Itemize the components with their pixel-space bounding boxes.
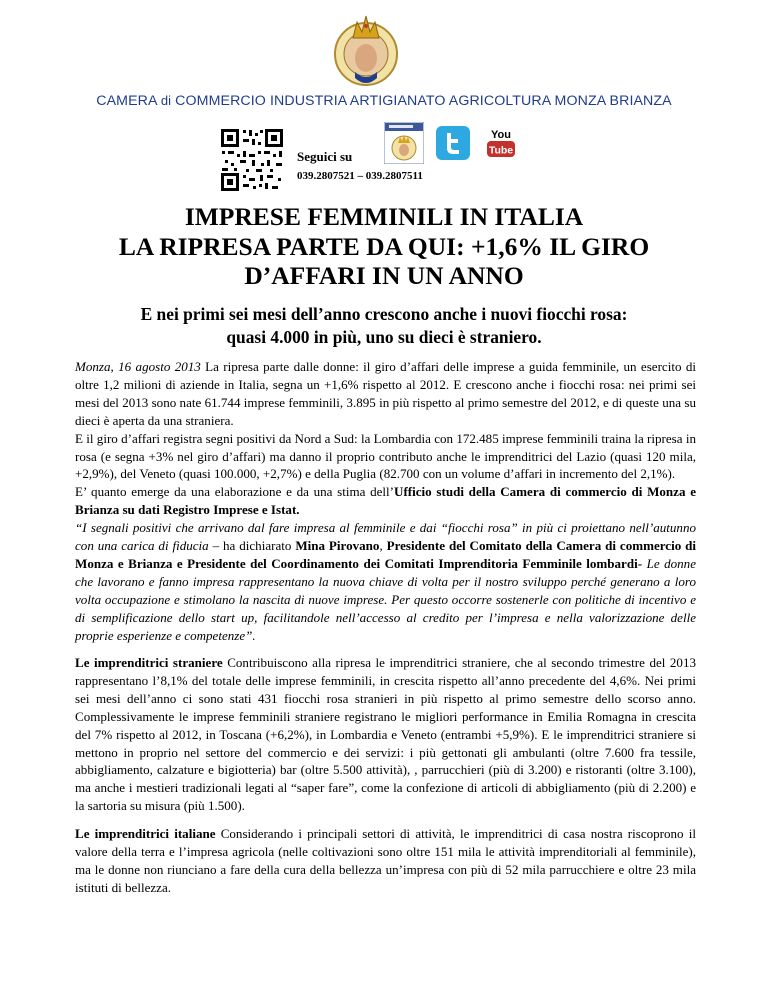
speaker-name: Mina Pirovano <box>295 538 380 554</box>
paragraph-source: E’ quanto emerge da una elaborazione e da una stima dell’Ufficio studi della Camera di commercio di Monza e Brianza su dati Registro Imprese e Istat. <box>75 484 696 518</box>
phone-numbers: 039.2807521 – 039.2807511 <box>297 170 423 182</box>
article-body <box>75 358 696 897</box>
paragraph-regions: E il giro d’affari registra segni positivi da Nord a Sud: la Lombardia con 172.485 imprese femminili traina la ripresa in rosa (e segna +3% nel giro d’affari) ma danno il proprio contributo anche le imprenditrici del Lazio (quasi 120 mila, +2,9%), del Veneto (quasi 100.000, +2,7%) e della Puglia (82.700 con un volume d’affari in incremento del 2,1%). <box>75 430 696 482</box>
svg-text:You: You <box>491 129 511 141</box>
article-subtitle: E nei primi sei mesi dell’anno crescono anche i nuovi fiocchi rosa: quasi 4.000 in più, uno su dieci è straniero. <box>140 304 628 347</box>
qr-code-icon[interactable] <box>220 128 284 192</box>
follow-us-label: Seguici su <box>297 149 353 164</box>
twitter-icon[interactable] <box>436 126 470 160</box>
organization-name: CAMERA di COMMERCIO INDUSTRIA ARTIGIANATO AGRICOLTURA MONZA BRIANZA <box>96 93 672 109</box>
paragraph-intro: Monza, 16 agosto 2013 La ripresa parte dalle donne: il giro d’affari delle imprese a guida femminile, un esercito di oltre 1,2 milioni di aziende in Italia, segna un +1,6% rispetto al 2012. E crescono anche i fiocchi rosa: nei primi sei mesi del 2013 sono nate 61.744 imprese femminili, 3.895 in più rispetto al primo semestre del 2012, e di queste una su dieci è aperta da una straniera. <box>75 359 697 428</box>
section-heading-foreign: Le imprenditrici straniere <box>75 655 223 670</box>
dateline: Monza, 16 agosto 2013 <box>75 359 201 374</box>
section-heading-italian: Le imprenditrici italiane <box>75 826 216 842</box>
paragraph-italian-entrepreneurs: Le imprenditrici italiane Considerando i principali settori di attività, le imprenditrici di casa nostra riscoprono il valore della terra e l’impresa agricola (nelle coltivazioni sono oltre 151 mila le attività imprenditoriali al femminile), ma le donne non riunciano a fare della cura della bellezza un’impresa con più di 52 mila parrucchiere e oltre 23 mila istituti di bellezza. <box>75 826 696 895</box>
facebook-icon[interactable] <box>384 122 424 164</box>
paragraph-quote: “I segnali positivi che arrivano dal fare impresa al femminile e dai “fiocchi rosa” in più ci proiettano nell’autunno con una carica di fiducia – ha dichiarato Mina Pirovano, Presidente del Comitato della Camera di commercio di Monza e Brianza e Presidente del Coordinamento dei Comitati Imprenditoria Femminile lombardi- Le donne che lavorano e fanno impresa rappresentano la nuova chiave di volta per il nostro sviluppo perché generano a loro volta occupazione e stimolano la nascita di nuove imprese. Per questo occorre sostenerle con politiche di incentivo e di semplificazione dello start up, facilitandole nell’accesso al credito per l’impresa e nella valorizzazione delle proprie esperienze e competenze”. <box>75 520 697 643</box>
youtube-icon[interactable] <box>487 126 515 158</box>
paragraph-foreign-entrepreneurs: Le imprenditrici straniere Contribuiscono alla ripresa le imprenditrici straniere, che al secondo trimestre del 2013 rappresentano l’8,1% del totale delle imprese femminili, in crescita rispetto all’anno precedente del 4,6%. Nei primi sei mesi dell’anno ci sono stati 431 fiocchi rosa stranieri in più rispetto al primo semestre dello scorso anno. Complessivamente le imprese femminili straniere registrano le migliori performance in Emilia Romagna in crescita del 7% rispetto al 2012, in Toscana (+6,2%), in Lombardia e Veneto (entrambi +5,9%). E le imprenditrici straniere si mettono in proprio nel settore del commercio e dei servizi: i più gettonati gli ambulanti (oltre 7.600 fra tessile, abbigliamento, calzature e bigiotteria) bar (oltre 5.500 attività), , parrucchieri (più di 3.200) e ristoranti (oltre 3.100), ma anche i mestieri tradizionali legati al “saper fare”, come la confezione di articoli di abbigliamento (più di 2.200) e la sartoria su misura (più 1.500). <box>75 655 696 814</box>
chamber-seal-icon <box>333 8 399 92</box>
svg-text:Tube: Tube <box>488 144 514 157</box>
article-title: IMPRESE FEMMINILI IN ITALIA LA RIPRESA PARTE DA QUI: +1,6% IL GIRO D’AFFARI IN UN ANNO <box>118 202 650 290</box>
